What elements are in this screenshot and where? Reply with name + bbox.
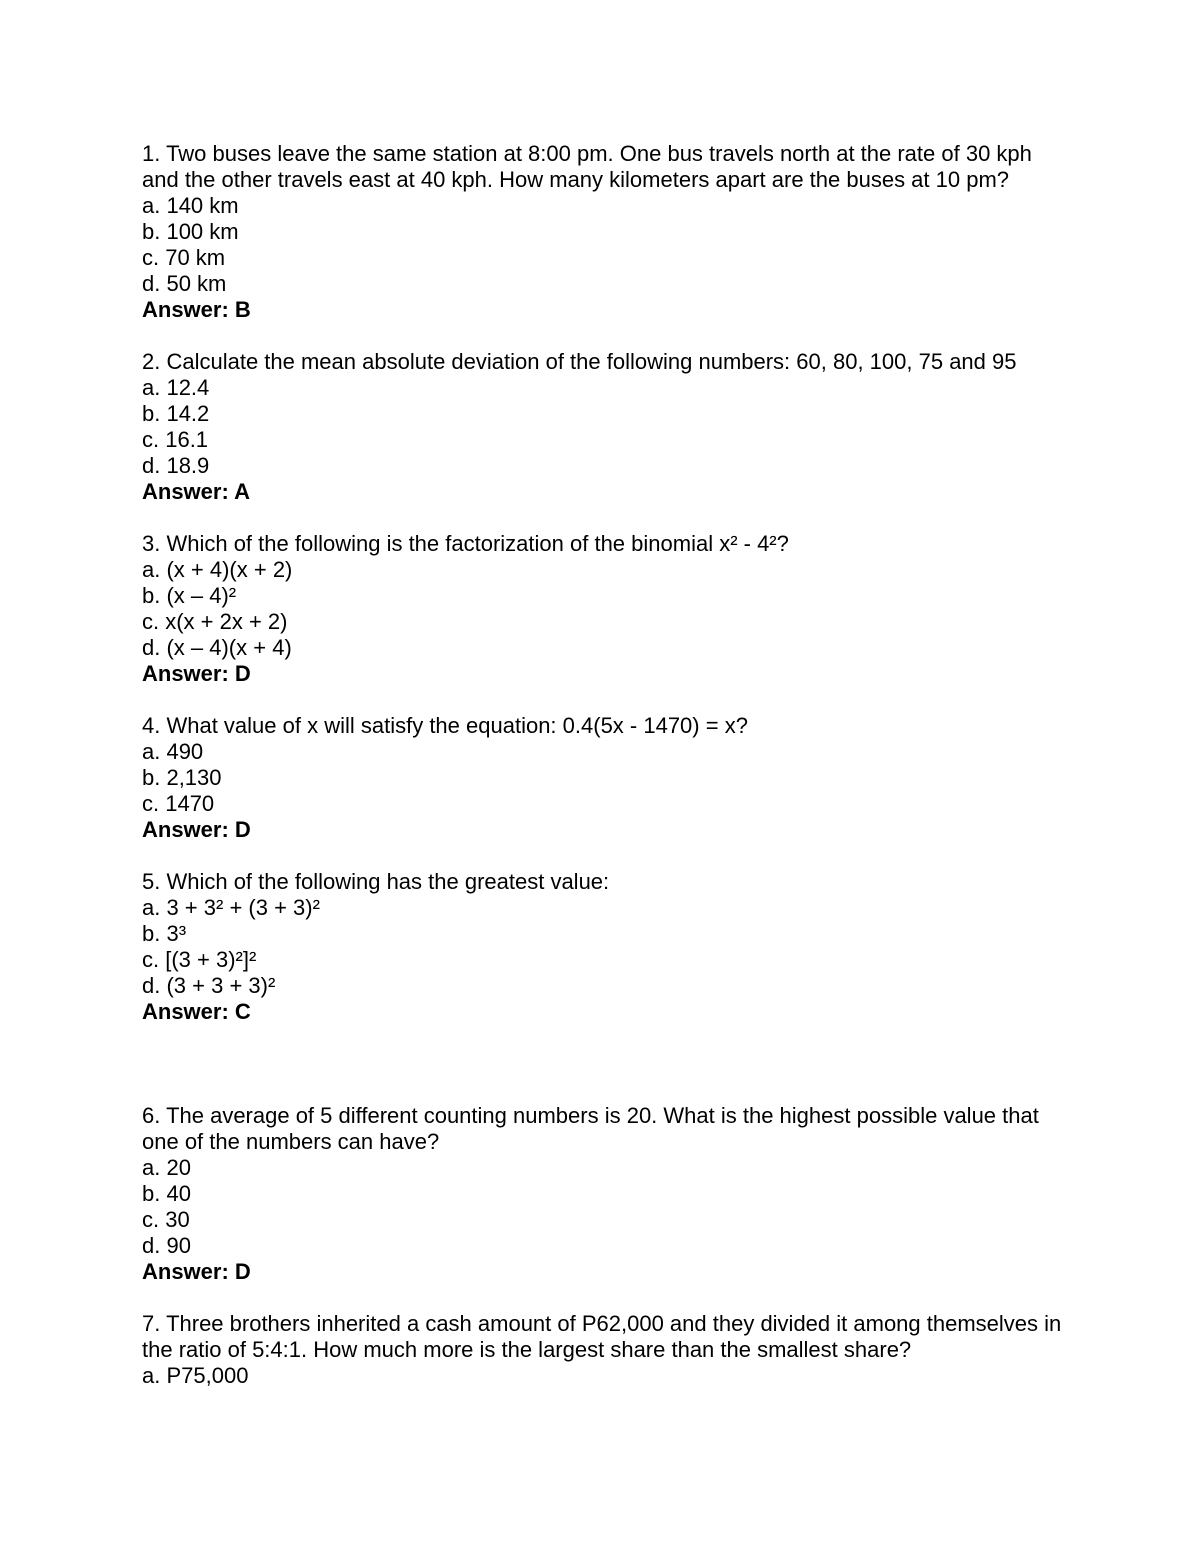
question-2 xyxy=(142,349,1072,505)
question-1 xyxy=(142,141,1072,323)
question-text: 6. The average of 5 different counting numbers is 20. What is the highest possible value that one of the numbers can have? xyxy=(142,1103,1045,1154)
question-7 xyxy=(142,1311,1072,1389)
option-b: b. 3³ xyxy=(142,921,187,946)
option-c: c. [(3 + 3)²]² xyxy=(142,947,257,972)
question-text: 4. What value of x will satisfy the equation: 0.4(5x - 1470) = x? xyxy=(142,713,748,738)
answer-line: Answer: A xyxy=(142,479,250,504)
option-c: c. 30 xyxy=(142,1207,190,1232)
option-a: a. 20 xyxy=(142,1155,191,1180)
option-b: b. 100 km xyxy=(142,219,239,244)
option-c: c. 70 km xyxy=(142,245,226,270)
option-d: d. (3 + 3 + 3)² xyxy=(142,973,276,998)
answer-line: Answer: D xyxy=(142,1259,251,1284)
question-text: 5. Which of the following has the greatest value: xyxy=(142,869,610,894)
question-text: 2. Calculate the mean absolute deviation of the following numbers: 60, 80, 100, 75 and 95 xyxy=(142,349,1017,374)
question-3 xyxy=(142,531,1072,687)
option-c: c. 1470 xyxy=(142,791,215,816)
question-5 xyxy=(142,869,1072,1025)
option-a: a. P75,000 xyxy=(142,1363,249,1388)
answer-line: Answer: B xyxy=(142,297,251,322)
option-d: d. 50 km xyxy=(142,271,227,296)
question-text: 7. Three brothers inherited a cash amount of P62,000 and they divided it among themselves in the ratio of 5:4:1. How much more is the largest share than the smallest share? xyxy=(142,1311,1068,1362)
option-b: b. 40 xyxy=(142,1181,191,1206)
option-c: c. 16.1 xyxy=(142,427,209,452)
question-6 xyxy=(142,1103,1072,1285)
question-text: 3. Which of the following is the factorization of the binomial x² - 4²? xyxy=(142,531,789,556)
option-d: d. 18.9 xyxy=(142,453,210,478)
option-b: b. 14.2 xyxy=(142,401,210,426)
option-a: a. 490 xyxy=(142,739,204,764)
option-d: d. (x – 4)(x + 4) xyxy=(142,635,292,660)
question-4 xyxy=(142,713,1072,843)
option-a: a. 12.4 xyxy=(142,375,210,400)
option-b: b. 2,130 xyxy=(142,765,222,790)
question-text: 1. Two buses leave the same station at 8:00 pm. One bus travels north at the rate of 30 kph and the other travels east at 40 kph. How many kilometers apart are the buses at 10 pm? xyxy=(142,141,1039,192)
document-page xyxy=(142,141,1072,1415)
option-a: a. (x + 4)(x + 2) xyxy=(142,557,293,582)
option-a: a. 140 km xyxy=(142,193,239,218)
answer-line: Answer: D xyxy=(142,661,251,686)
option-a: a. 3 + 3² + (3 + 3)² xyxy=(142,895,320,920)
option-c: c. x(x + 2x + 2) xyxy=(142,609,288,634)
option-d: d. 90 xyxy=(142,1233,191,1258)
option-b: b. (x – 4)² xyxy=(142,583,237,608)
answer-line: Answer: D xyxy=(142,817,251,842)
answer-line: Answer: C xyxy=(142,999,251,1024)
